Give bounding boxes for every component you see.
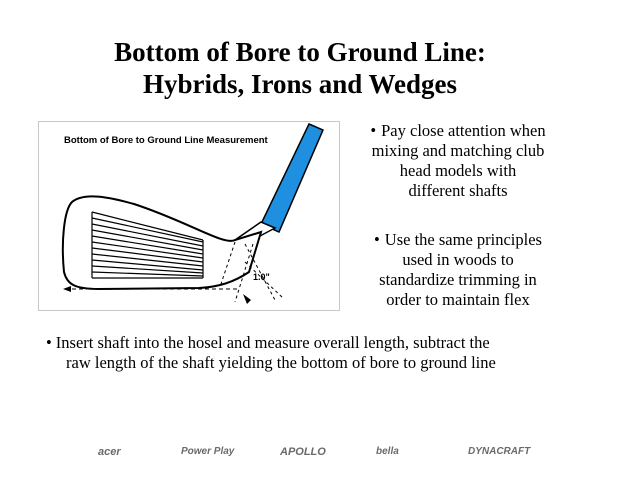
logo-dynacraft: DYNACRAFT — [468, 446, 531, 457]
bullet-dot: • — [46, 333, 52, 352]
bullet-club-heads-line-3: head models with — [399, 161, 517, 180]
bullet-club-heads-line-4: different shafts — [408, 181, 508, 200]
slide-title-line-2: Hybrids, Irons and Wedges — [142, 69, 458, 99]
logo-apollo: APOLLO — [280, 446, 326, 458]
sponsor-logos — [88, 442, 558, 462]
logo-power-play: Power Play — [181, 446, 235, 457]
logo-bella: bella — [376, 446, 399, 457]
measurement-label: 1.0" — [253, 272, 270, 282]
bullet-text: Use the same principles — [384, 230, 542, 249]
bullet-measure-length — [46, 333, 614, 373]
bullet-dot: • — [374, 230, 380, 249]
slide-title — [0, 36, 600, 100]
bullet-club-heads-line-1 — [352, 121, 564, 141]
bullet-principles-line-3: standardize trimming in — [379, 270, 537, 289]
slide-title-line-1: Bottom of Bore to Ground Line: — [114, 37, 486, 67]
measurement-arrow — [243, 294, 251, 304]
bullet-text: Insert shaft into the hosel and measure overall length, subtract the — [55, 333, 490, 352]
diagram-title: Bottom of Bore to Ground Line Measurement — [64, 135, 268, 146]
iron-diagram — [38, 121, 340, 311]
bullet-principles — [352, 230, 564, 310]
shaft — [261, 124, 323, 232]
bullet-measure-line-1 — [46, 333, 614, 353]
logo-acer: acer — [98, 446, 121, 458]
bullet-text: Pay close attention when — [381, 121, 546, 140]
bullet-club-heads — [352, 121, 564, 201]
iron-head-illustration — [39, 122, 339, 310]
bullet-measure-line-2: raw length of the shaft yielding the bottom of bore to ground line — [66, 353, 496, 372]
bullet-principles-line-4: order to maintain flex — [386, 290, 530, 309]
bullet-principles-line-1 — [352, 230, 564, 250]
bullet-club-heads-line-2: mixing and matching club — [371, 141, 545, 160]
bullet-dot: • — [370, 121, 377, 140]
bullet-principles-line-2: used in woods to — [402, 250, 514, 269]
